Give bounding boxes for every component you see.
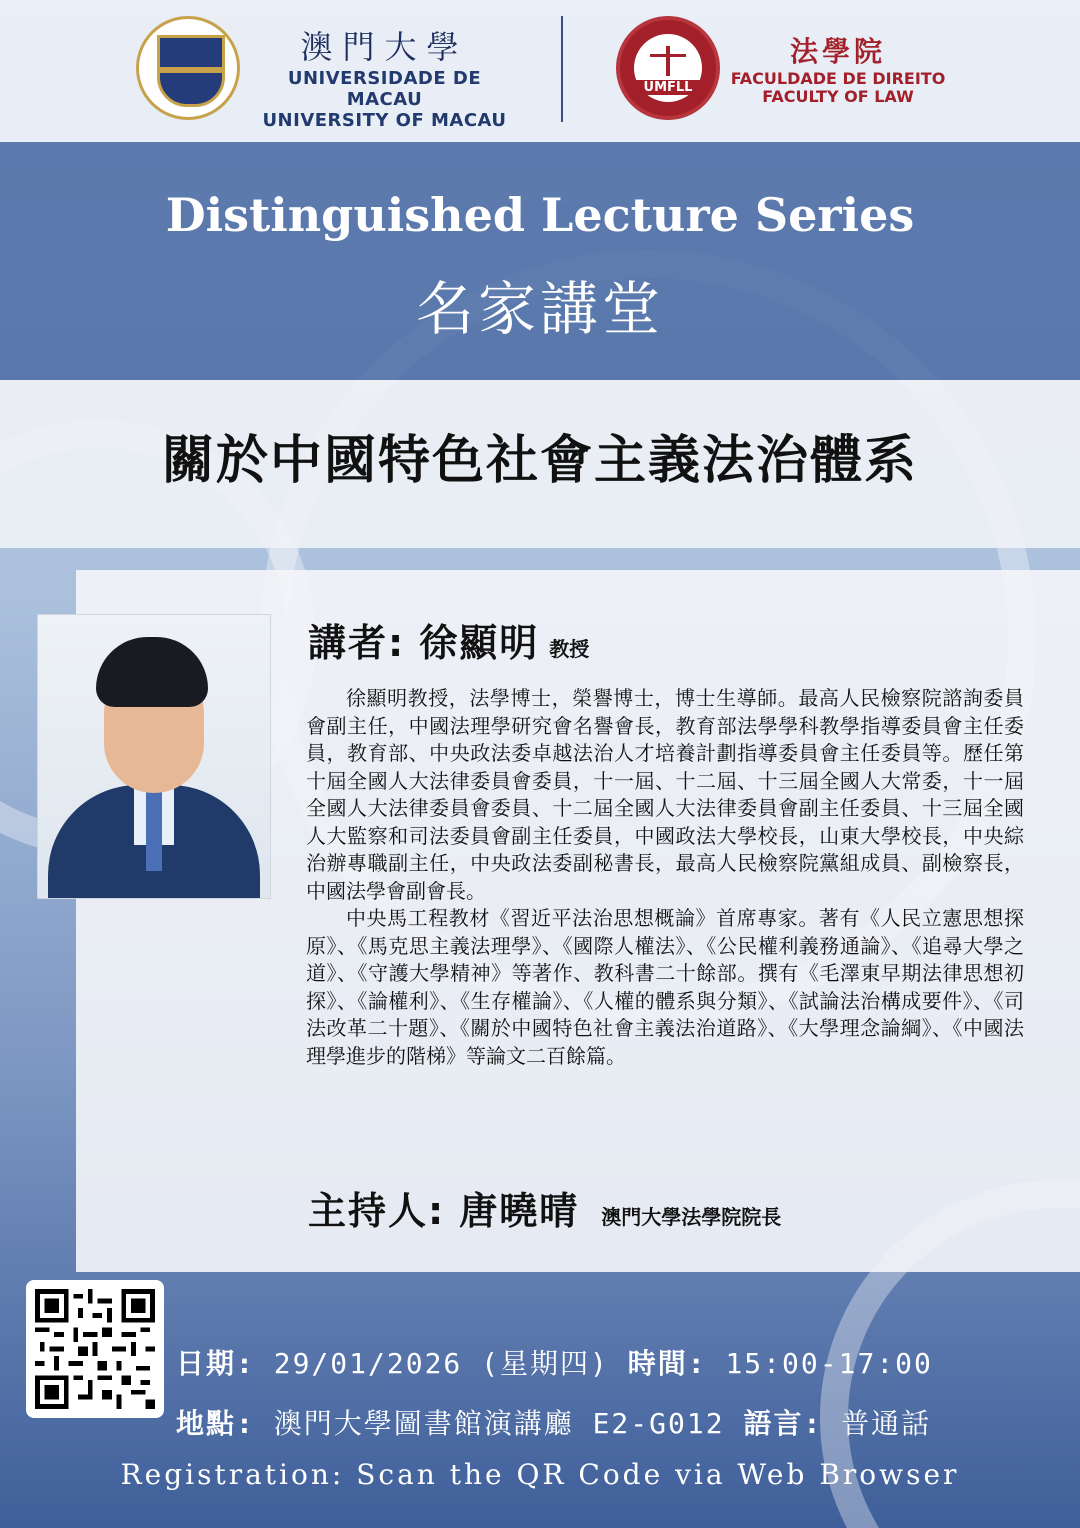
- header-divider: [561, 16, 563, 122]
- date-label: 日期:: [176, 1347, 255, 1380]
- faculty-of-law-seal-icon: [616, 16, 720, 120]
- speaker-heading: [308, 612, 589, 667]
- faculty-name: [728, 30, 948, 106]
- qr-code-icon: [35, 1289, 155, 1409]
- lecture-topic: 關於中國特色社會主義法治體系: [161, 431, 918, 491]
- bio-paragraph: 徐顯明教授，法學博士，榮譽博士，博士生導師。最高人民檢察院諮詢委員會副主任，中國法理學研究會名譽會長，教育部法學學科教學指導委員會主任委員，教育部、中央政法委卓越法治人才培養計劃指導委員會主任委員等。歷任第十屆全國人大法律委員會委員，十一屆、十二屆、十三屆全國人大常委，十一屆全國人大法律委員會委員、十二屆全國人大法律委員會副主任委員、十三屆全國人大監察和司法委員會副主任委員，中國政法大學校長，山東大學校長，中央綜治辦專職副主任，中央政法委副秘書長，最高人民檢察院黨組成員、副檢察長，中國法學會副會長。: [306, 686, 1024, 903]
- faculty-name-pt: FACULDADE DE DIREITO: [730, 69, 946, 88]
- registration-qr-code[interactable]: [26, 1280, 164, 1418]
- speaker-name: 徐顯明: [419, 621, 540, 665]
- event-language: 普通話: [841, 1407, 932, 1440]
- series-title-en: Distinguished Lecture Series: [165, 188, 915, 242]
- venue-language-row: [176, 1402, 931, 1442]
- event-time: 15:00-17:00: [725, 1347, 933, 1380]
- time-label: 時間:: [627, 1347, 707, 1380]
- venue-label: 地點:: [176, 1407, 255, 1440]
- faculty-name-en: FACULTY OF LAW: [762, 87, 914, 106]
- university-name: [252, 22, 517, 131]
- bio-paragraph: 中央馬工程教材《習近平法治思想概論》首席專家。著有《人民立憲思想探原》、《馬克思主義法理學》、《國際人權法》、《公民權利義務通論》、《追尋大學之道》、《守護大學精神》等著作、教科書二十餘部。撰有《毛澤東早期法律思想初探》、《論權利》、《生存權論》、《人權的體系與分類》、《試論法治構成要件》、《司法改革二十題》、《關於中國特色社會主義法治道路》、《大學理念論綱》、《中國法理學進步的階梯》等論文二百餘篇。: [306, 906, 1024, 1068]
- speaker-title: 教授: [549, 637, 590, 661]
- event-venue: 澳門大學圖書館演講廳 E2-G012: [273, 1407, 725, 1440]
- university-name-cn: 澳門大學: [300, 28, 469, 66]
- host-heading: [308, 1180, 781, 1235]
- university-of-macau-seal-icon: [136, 16, 240, 120]
- host-label: 主持人:: [308, 1189, 446, 1233]
- university-name-en: UNIVERSITY OF MACAU: [262, 110, 507, 131]
- faculty-name-cn: 法學院: [789, 35, 886, 68]
- speaker-bio: [306, 685, 1024, 1070]
- speaker-photo: [37, 614, 271, 899]
- host-title: 澳門大學法學院院長: [601, 1205, 782, 1229]
- event-date: 29/01/2026 (星期四): [273, 1347, 609, 1380]
- language-label: 語言:: [743, 1407, 823, 1440]
- series-title-cn: 名家講堂: [415, 275, 664, 343]
- faculty-seal-text: UMFLL: [632, 80, 704, 95]
- registration-note: Registration: Scan the QR Code via Web Browser: [120, 1458, 960, 1491]
- host-name: 唐曉晴: [459, 1189, 580, 1233]
- university-name-pt: UNIVERSIDADE DE MACAU: [287, 68, 482, 110]
- header: [0, 0, 1080, 142]
- speaker-label: 講者:: [308, 621, 406, 665]
- date-time-row: [176, 1342, 933, 1382]
